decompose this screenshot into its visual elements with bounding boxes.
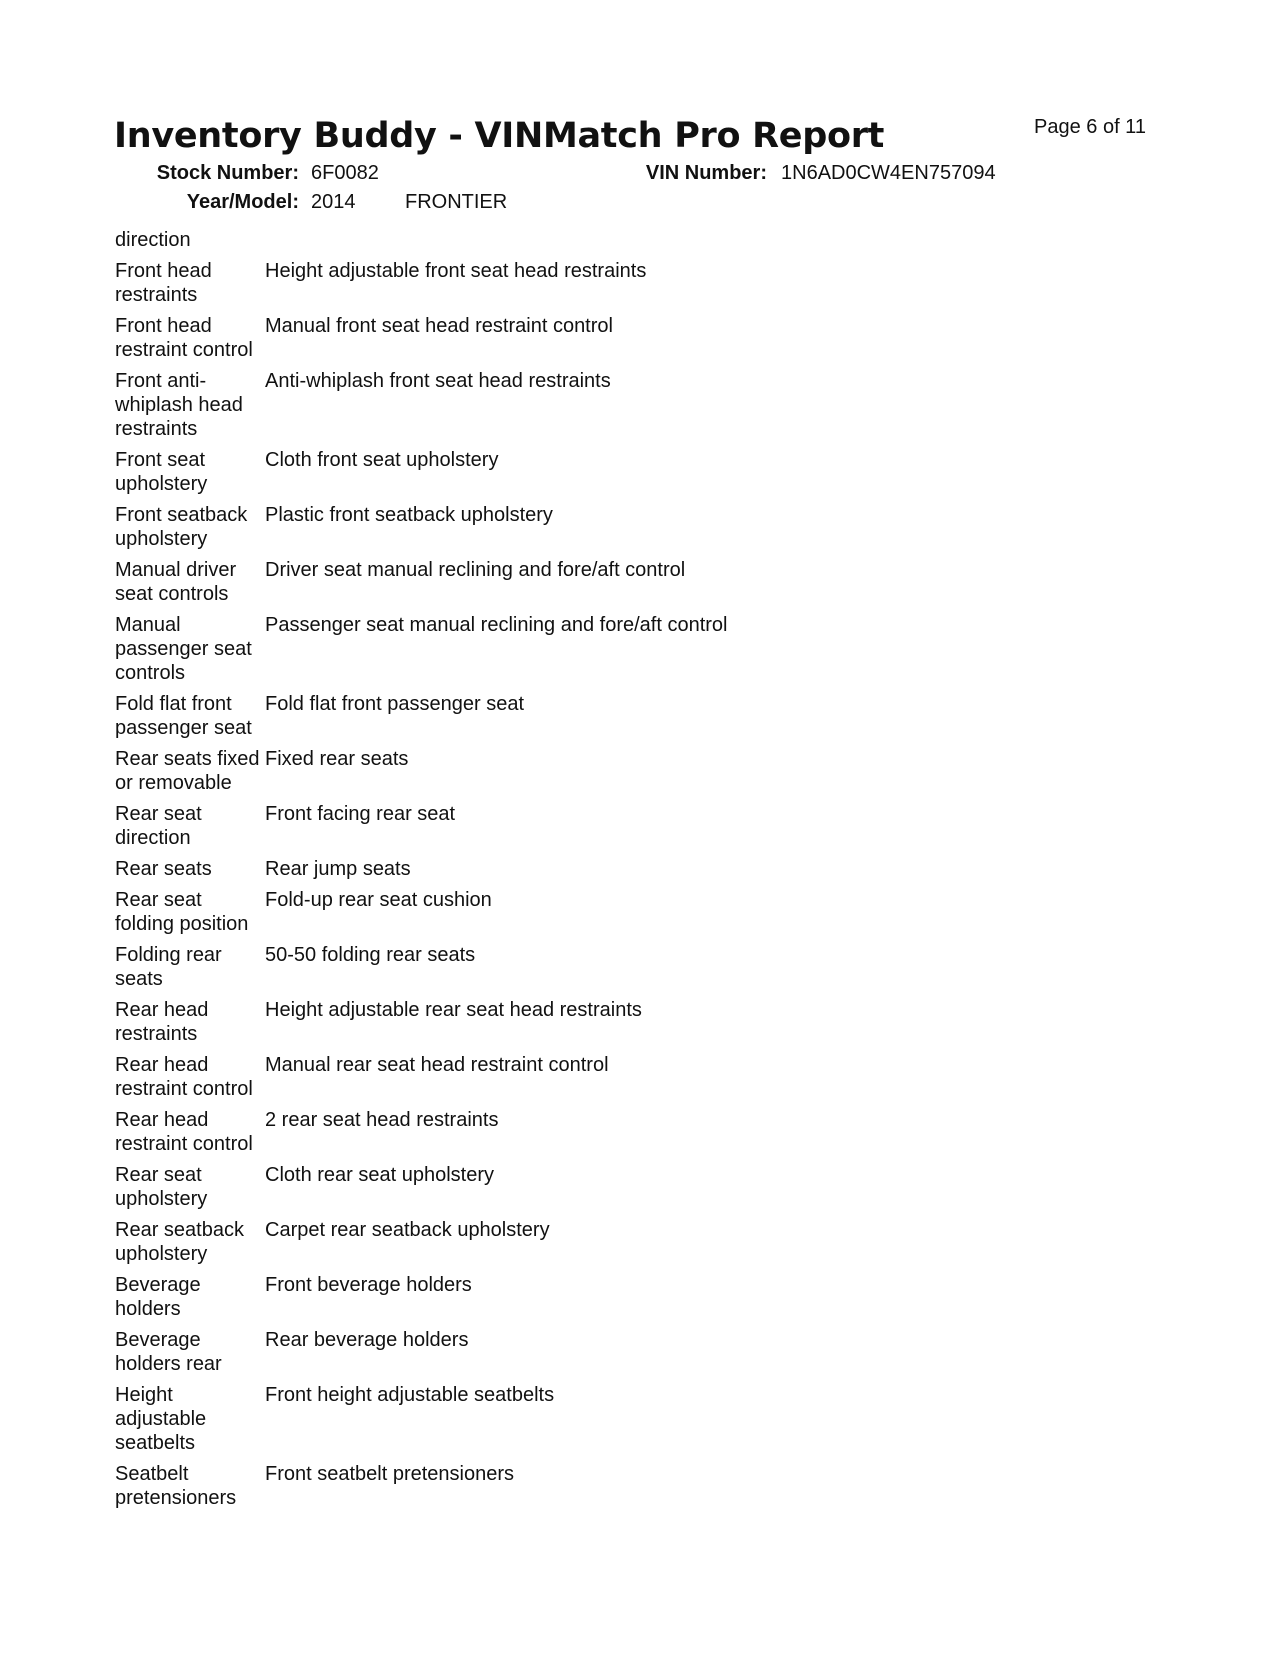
spec-row bbox=[115, 613, 915, 685]
spec-label: Front head restraint control bbox=[115, 315, 253, 361]
spec-value: Fold flat front passenger seat bbox=[265, 693, 525, 715]
spec-row bbox=[115, 888, 915, 936]
spec-label: Rear head restraint control bbox=[115, 1109, 253, 1155]
page-indicator: Page 6 of 11 bbox=[1034, 116, 1146, 138]
spec-label: Front seat upholstery bbox=[115, 449, 208, 495]
spec-list bbox=[115, 228, 915, 1517]
stock-number-label: Stock Number: bbox=[156, 162, 299, 184]
spec-row bbox=[115, 369, 915, 441]
spec-label: Front anti-whiplash head restraints bbox=[115, 370, 243, 440]
spec-value: Front beverage holders bbox=[265, 1274, 472, 1296]
spec-value: Front seatbelt pretensioners bbox=[265, 1463, 515, 1485]
spec-value: Height adjustable rear seat head restraints bbox=[265, 999, 642, 1021]
spec-label: Rear head restraint control bbox=[115, 1054, 253, 1100]
spec-value: Plastic front seatback upholstery bbox=[265, 504, 553, 526]
year-value: 2014 bbox=[311, 191, 356, 213]
spec-label: Rear seat folding position bbox=[115, 889, 249, 935]
spec-value: Anti-whiplash front seat head restraints bbox=[265, 370, 611, 392]
spec-label: Rear head restraints bbox=[115, 999, 209, 1045]
spec-row bbox=[115, 259, 915, 307]
spec-row bbox=[115, 503, 915, 551]
report-title: Inventory Buddy - VINMatch Pro Report bbox=[114, 116, 885, 156]
continued-text: direction bbox=[115, 229, 191, 251]
spec-row bbox=[115, 1273, 915, 1321]
spec-label: Rear seats fixed or removable bbox=[115, 748, 260, 794]
spec-row bbox=[115, 448, 915, 496]
spec-row bbox=[115, 998, 915, 1046]
spec-value: Manual front seat head restraint control bbox=[265, 315, 613, 337]
spec-value: Fixed rear seats bbox=[265, 748, 409, 770]
spec-label: Fold flat front passenger seat bbox=[115, 693, 252, 739]
spec-value: Passenger seat manual reclining and fore/aft control bbox=[265, 614, 728, 636]
spec-value: Driver seat manual reclining and fore/aft control bbox=[265, 559, 686, 581]
spec-value: Rear jump seats bbox=[265, 858, 411, 880]
spec-value: Rear beverage holders bbox=[265, 1329, 469, 1351]
spec-row bbox=[115, 802, 915, 850]
spec-value: 2 rear seat head restraints bbox=[265, 1109, 499, 1131]
spec-row bbox=[115, 314, 915, 362]
spec-label: Beverage holders rear bbox=[115, 1329, 222, 1375]
spec-label: Rear seat upholstery bbox=[115, 1164, 208, 1210]
spec-row bbox=[115, 1462, 915, 1510]
spec-label: Front head restraints bbox=[115, 260, 212, 306]
vin-number-label: VIN Number: bbox=[645, 162, 767, 184]
spec-value: Cloth front seat upholstery bbox=[265, 449, 499, 471]
spec-row bbox=[115, 1328, 915, 1376]
spec-value: Front facing rear seat bbox=[265, 803, 456, 825]
spec-value: Fold-up rear seat cushion bbox=[265, 889, 492, 911]
spec-value: Front height adjustable seatbelts bbox=[265, 1384, 555, 1406]
spec-value: Carpet rear seatback upholstery bbox=[265, 1219, 550, 1241]
spec-label: Rear seats bbox=[115, 858, 212, 880]
spec-row bbox=[115, 1108, 915, 1156]
model-value: FRONTIER bbox=[405, 191, 508, 213]
spec-row bbox=[115, 558, 915, 606]
spec-row bbox=[115, 1163, 915, 1211]
spec-label: Front seatback upholstery bbox=[115, 504, 248, 550]
spec-row bbox=[115, 857, 915, 881]
spec-label: Beverage holders bbox=[115, 1274, 201, 1320]
spec-label: Rear seat direction bbox=[115, 803, 202, 849]
year-model-label: Year/Model: bbox=[186, 191, 299, 213]
vin-number-value: 1N6AD0CW4EN757094 bbox=[781, 162, 996, 184]
spec-row bbox=[115, 1053, 915, 1101]
spec-row bbox=[115, 692, 915, 740]
stock-number-value: 6F0082 bbox=[311, 162, 379, 184]
spec-value: Cloth rear seat upholstery bbox=[265, 1164, 495, 1186]
spec-row bbox=[115, 1383, 915, 1455]
spec-label: Manual driver seat controls bbox=[115, 559, 237, 605]
spec-row bbox=[115, 1218, 915, 1266]
spec-label: Rear seatback upholstery bbox=[115, 1219, 244, 1265]
spec-label: Manual passenger seat controls bbox=[115, 614, 252, 684]
spec-label: Height adjustable seatbelts bbox=[115, 1384, 207, 1454]
spec-value: Manual rear seat head restraint control bbox=[265, 1054, 609, 1076]
spec-row bbox=[115, 943, 915, 991]
spec-label: Seatbelt pretensioners bbox=[115, 1463, 237, 1509]
spec-label: Folding rear seats bbox=[115, 944, 222, 990]
spec-row bbox=[115, 747, 915, 795]
spec-value: 50-50 folding rear seats bbox=[265, 944, 476, 966]
spec-value: Height adjustable front seat head restraints bbox=[265, 260, 647, 282]
